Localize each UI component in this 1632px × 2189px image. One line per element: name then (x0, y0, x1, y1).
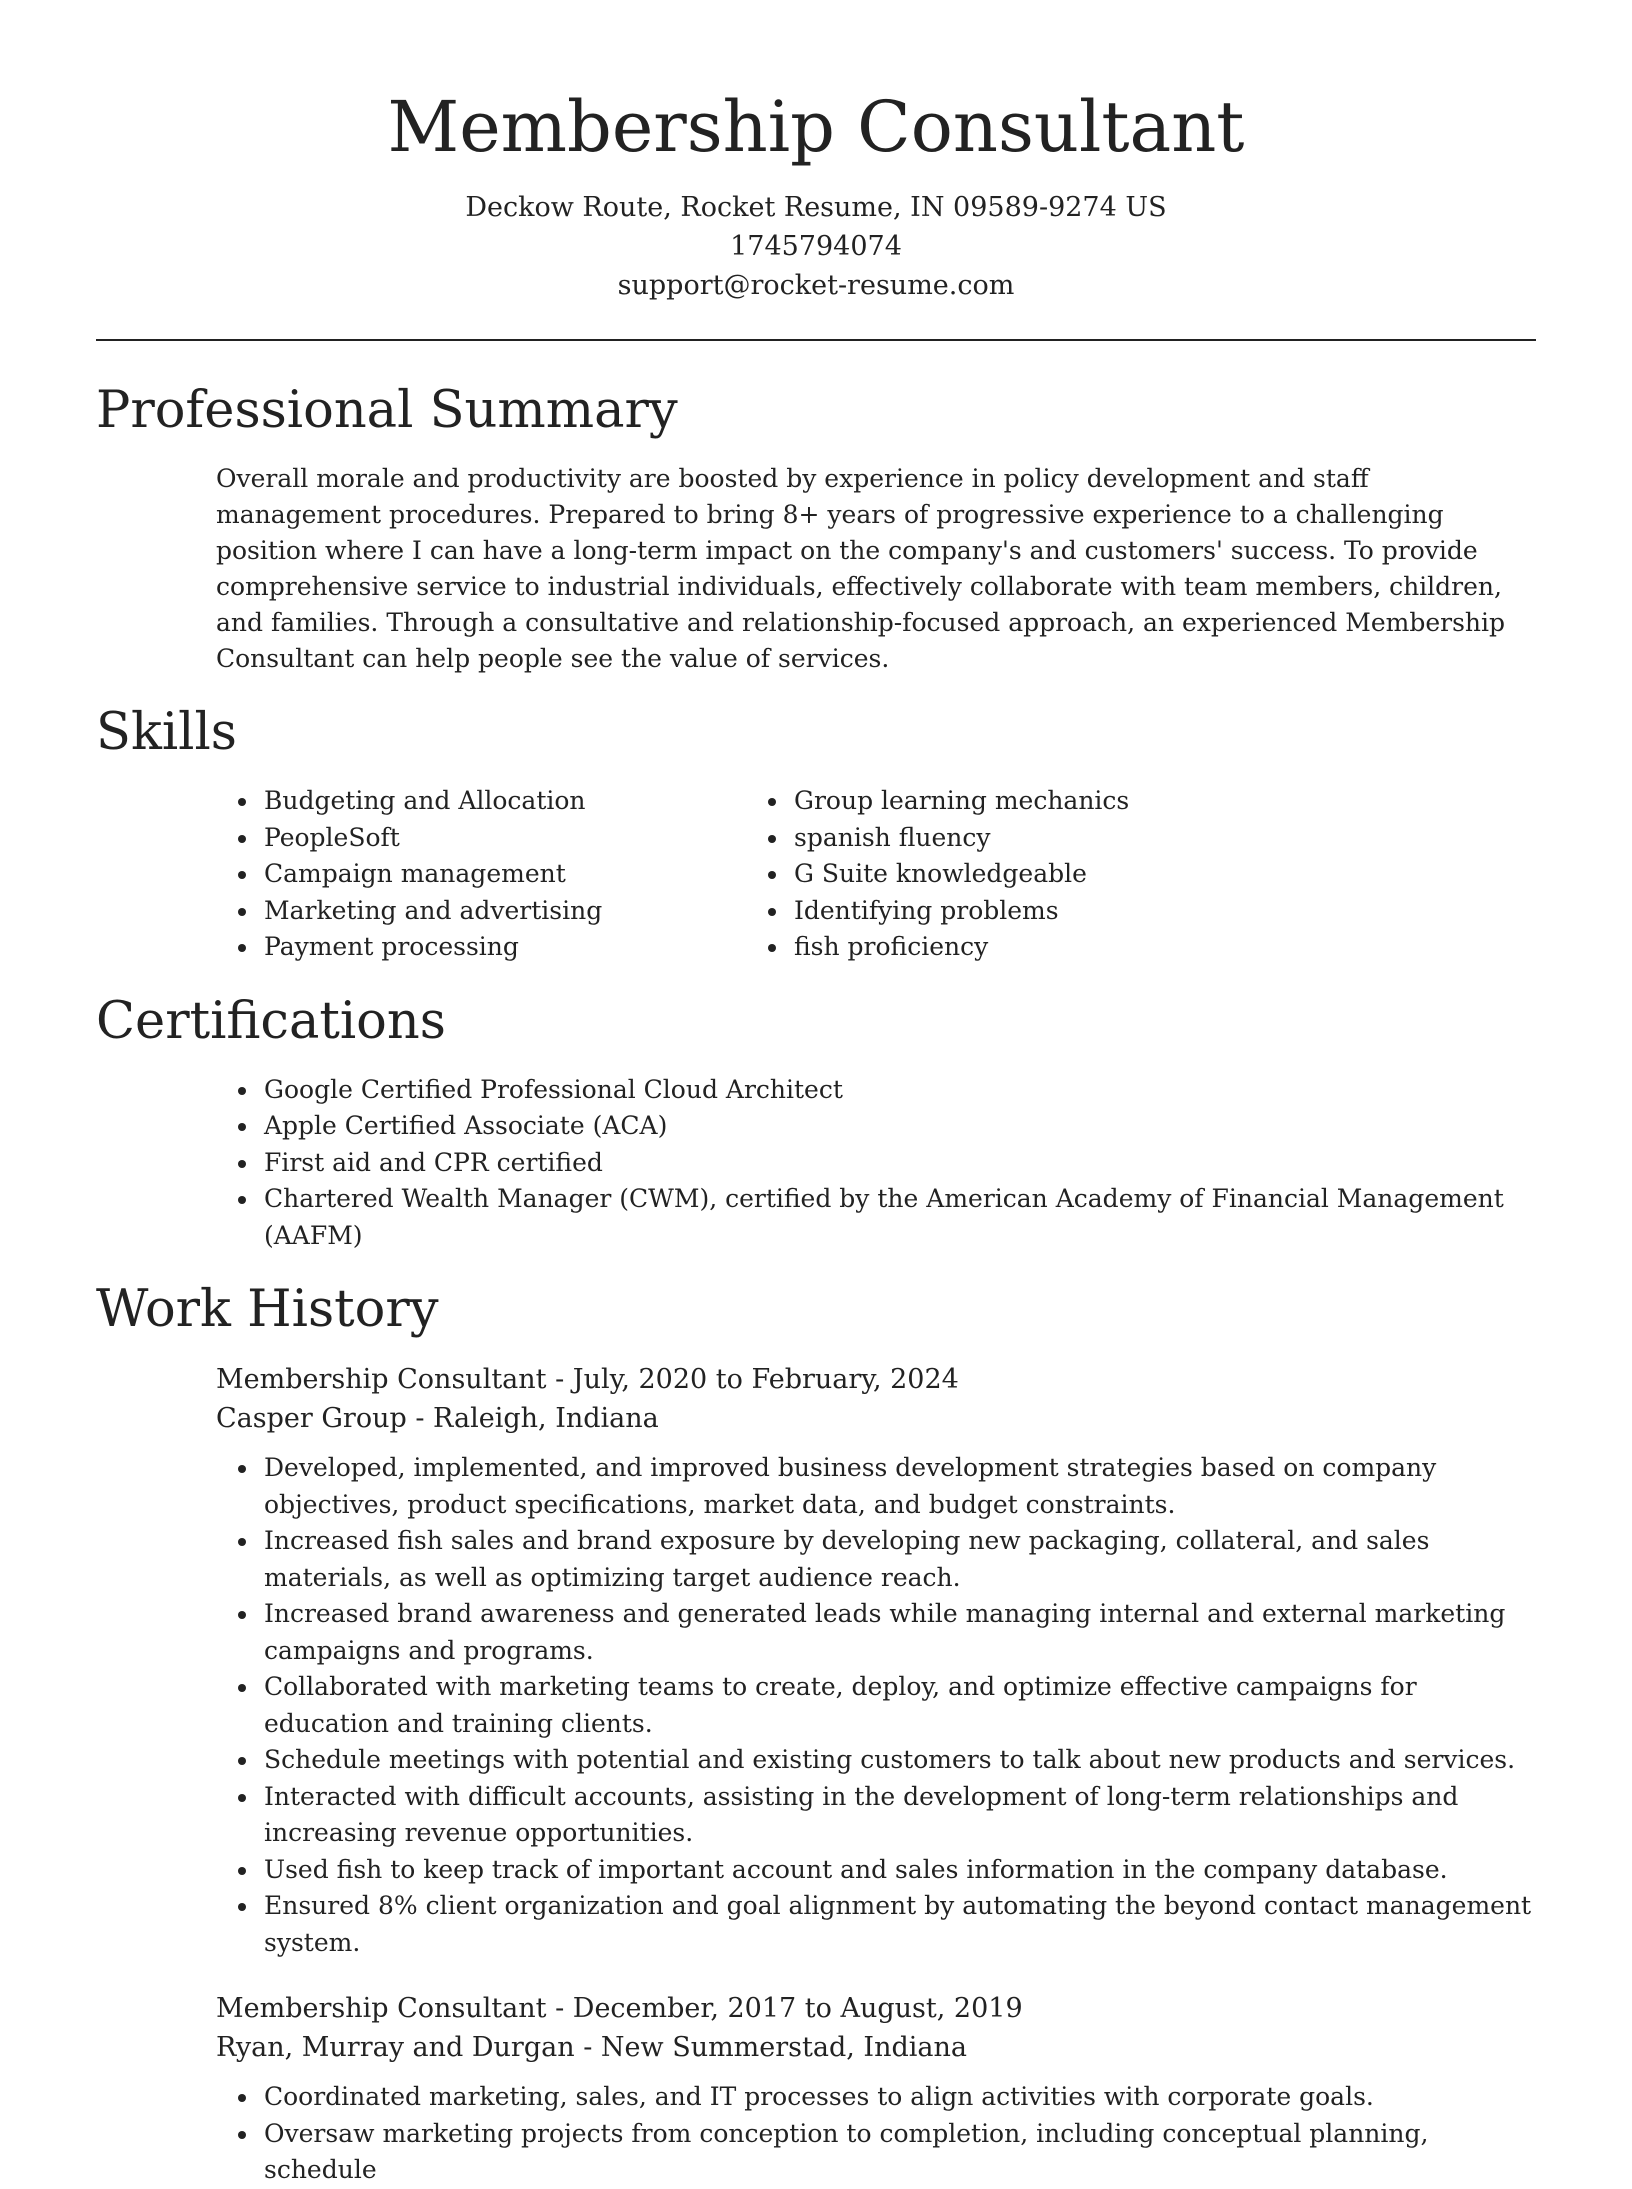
skills-title: Skills (96, 703, 237, 762)
candidate-name: Membership Consultant (387, 86, 1245, 168)
job-entry (96, 1989, 1536, 2189)
summary-text: Overall morale and productivity are boosted by experience in policy development and staff management procedures. Prepared to bring 8+ years of progressive experience to a challenging position where I can have a long-term impact on the company's and customers' success. To provide comprehensive service to industrial individuals, effectively collaborate with team members, children, and families. Through a consultative and relationship-focused approach, an experienced Membership Consultant can help people see the value of services. (216, 464, 1506, 673)
skill-item: • Campaign management (260, 856, 746, 893)
certifications-list (96, 1072, 1536, 1255)
work-history-section (96, 1280, 1536, 2189)
skill-item: • spanish fluency (790, 820, 1129, 857)
job-bullets (96, 1450, 1536, 1961)
job-bullet: • Interacted with difficult accounts, assisting in the development of long-term relationships and increasing revenue opportunities. (260, 1779, 1536, 1852)
summary-title: Professional Summary (96, 381, 678, 440)
job-entry (96, 1360, 1536, 1961)
skill-item: • Marketing and advertising (260, 893, 746, 930)
job-bullet: • Ensured 8% client organization and goal alignment by automating the beyond contact management system. (260, 1888, 1536, 1961)
certification-item: • Chartered Wealth Manager (CWM), certified by the American Academy of Financial Management (AAFM) (260, 1181, 1536, 1254)
phone: 1745794074 (730, 231, 902, 262)
skill-item: • Identifying problems (790, 893, 1129, 930)
job-bullet: • Oversaw marketing projects from conception to completion, including conceptual planning, schedule (260, 2116, 1536, 2189)
skill-item: • fish proficiency (790, 929, 1129, 966)
job-title-dates: Membership Consultant - July, 2020 to February, 2024 (216, 1364, 959, 1395)
job-bullet: • Used fish to keep track of important account and sales information in the company database. (260, 1852, 1536, 1889)
job-bullet: • Increased fish sales and brand exposure by developing new packaging, collateral, and sales materials, as well as optimizing target audience reach. (260, 1523, 1536, 1596)
job-bullet: • Increased brand awareness and generated leads while managing internal and external marketing campaigns and programs. (260, 1596, 1536, 1669)
skill-item: • PeopleSoft (260, 820, 746, 857)
skills-section (96, 703, 1536, 966)
job-bullet: • Developed, implemented, and improved business development strategies based on company objectives, product specifications, market data, and budget constraints. (260, 1450, 1536, 1523)
skills-column-1 (96, 783, 746, 966)
certifications-title: Certifications (96, 991, 446, 1051)
job-bullet: • Schedule meetings with potential and existing customers to talk about new products and services. (260, 1742, 1536, 1779)
header-divider (96, 339, 1536, 341)
job-bullets (96, 2079, 1536, 2189)
address: Deckow Route, Rocket Resume, IN 09589-9274 US (465, 192, 1167, 223)
certification-item: • First aid and CPR certified (260, 1145, 1536, 1182)
certification-item: • Apple Certified Associate (ACA) (260, 1108, 1536, 1145)
skill-item: • Group learning mechanics (790, 783, 1129, 820)
skill-item: • Budgeting and Allocation (260, 783, 746, 820)
job-bullet: • Collaborated with marketing teams to create, deploy, and optimize effective campaigns for education and training clients. (260, 1669, 1536, 1742)
resume-header (96, 82, 1536, 305)
work-history-title: Work History (96, 1280, 439, 1339)
certification-item: • Google Certified Professional Cloud Architect (260, 1072, 1536, 1109)
job-company-location: Casper Group - Raleigh, Indiana (216, 1403, 659, 1434)
summary-section (96, 381, 1536, 677)
skills-column-2 (746, 783, 1129, 966)
email: support@rocket-resume.com (617, 270, 1015, 301)
certifications-section (96, 992, 1536, 1255)
skill-item: • G Suite knowledgeable (790, 856, 1129, 893)
skills-grid (96, 783, 1536, 966)
job-company-location: Ryan, Murray and Durgan - New Summerstad, Indiana (216, 2032, 967, 2063)
job-bullet: • Coordinated marketing, sales, and IT processes to align activities with corporate goals. (260, 2079, 1536, 2116)
skill-item: • Payment processing (260, 929, 746, 966)
job-title-dates: Membership Consultant - December, 2017 to August, 2019 (216, 1993, 1023, 2024)
